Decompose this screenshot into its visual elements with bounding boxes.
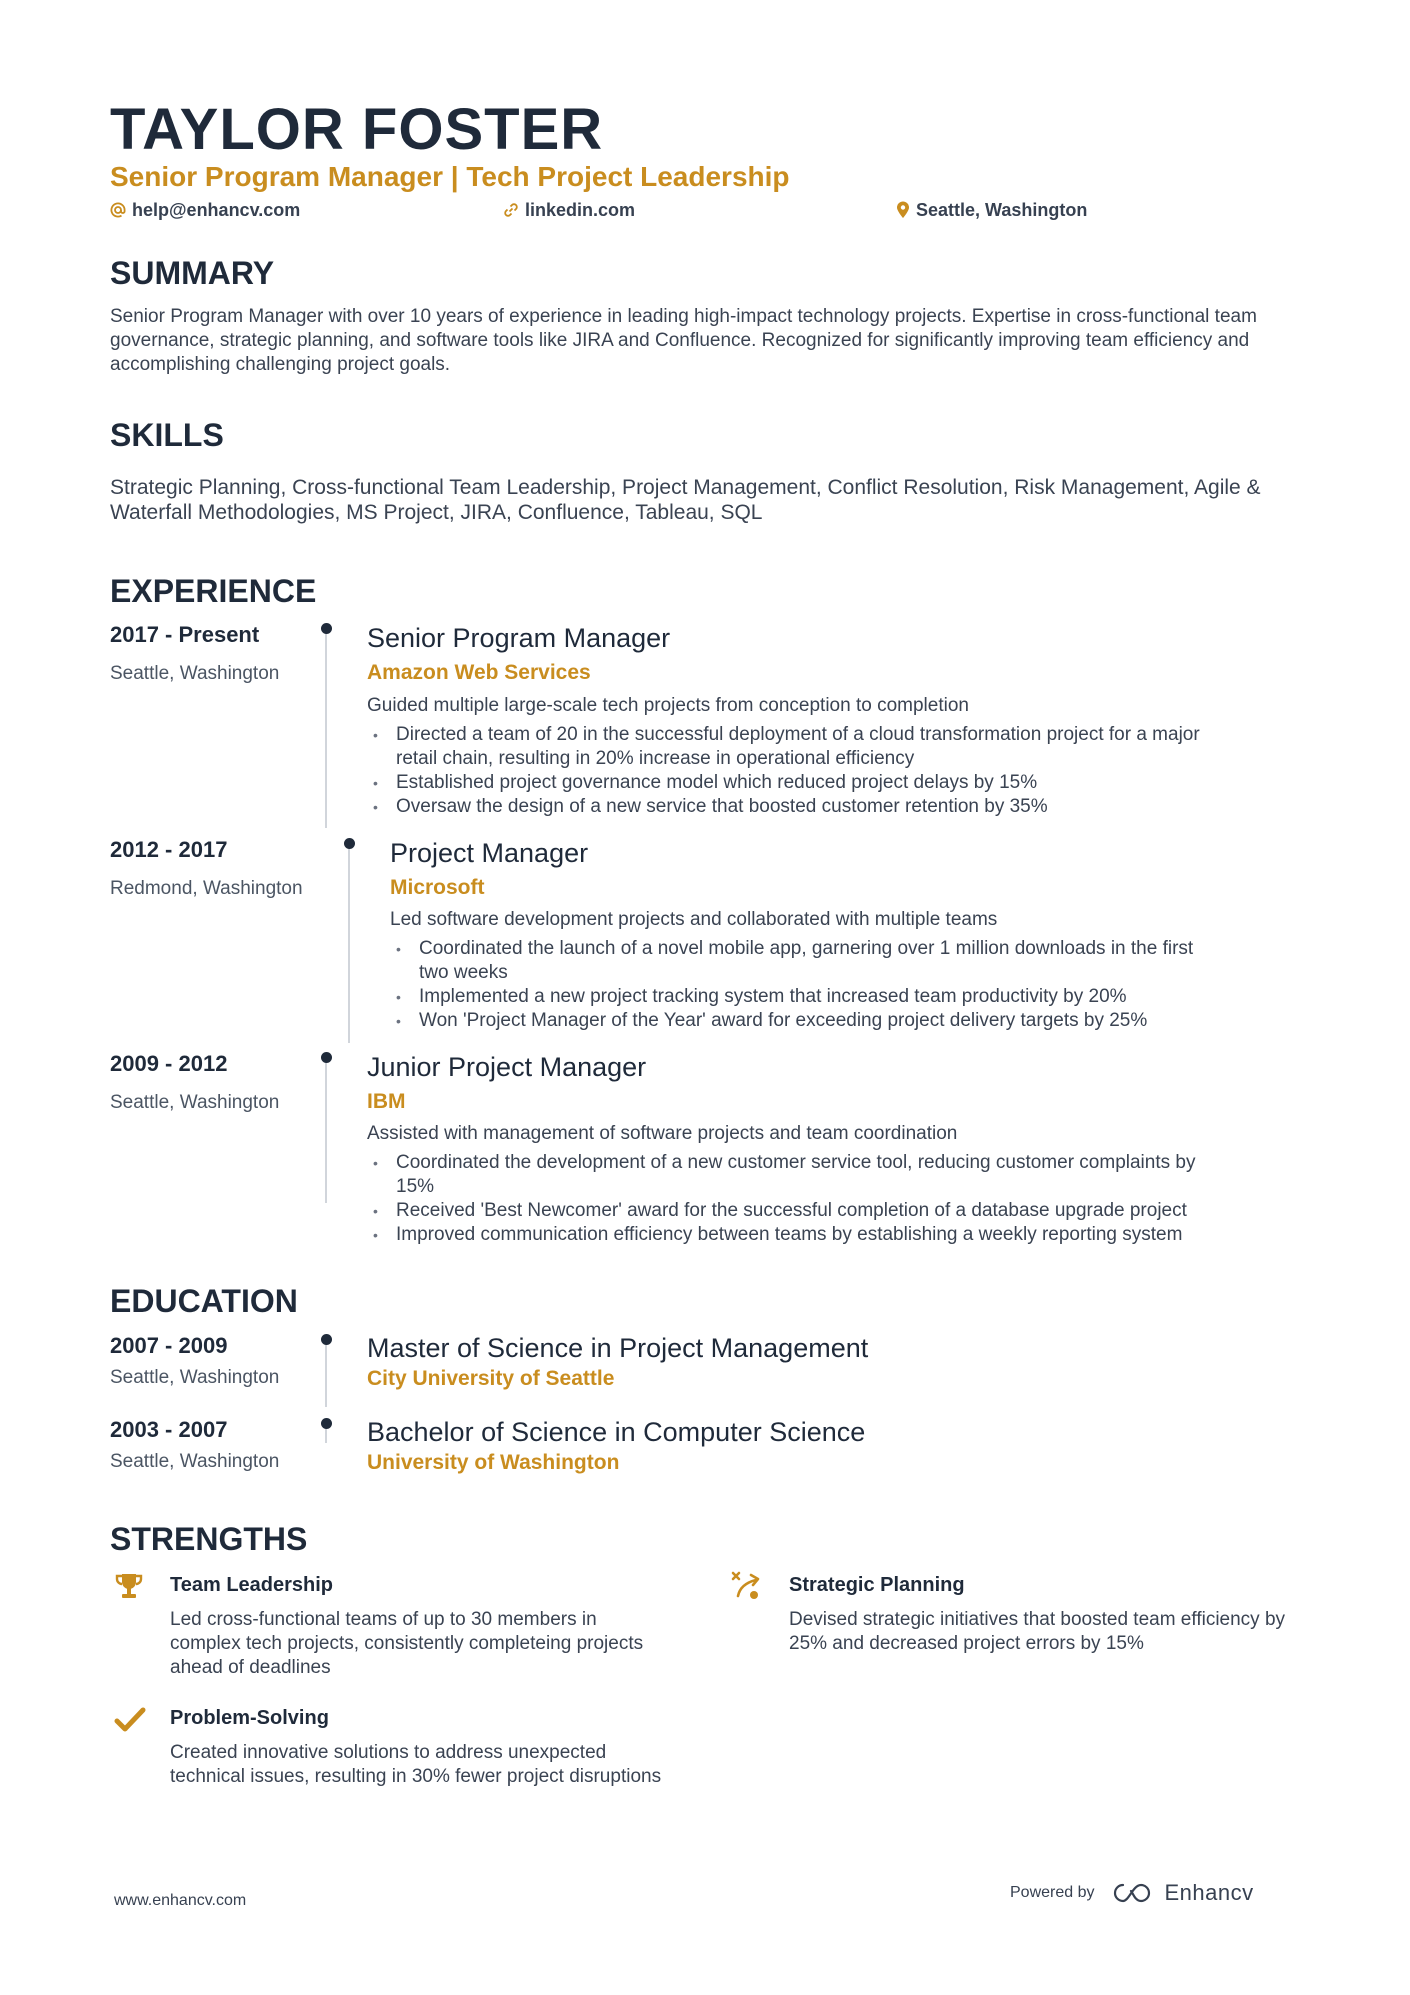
timeline-dot: [321, 1052, 332, 1063]
experience-description: Assisted with management of software projects and team coordination: [367, 1123, 958, 1144]
experience-heading: EXPERIENCE: [110, 573, 317, 609]
education-location: Seattle, Washington: [110, 1367, 280, 1388]
experience-role: Junior Project Manager: [367, 1052, 647, 1082]
experience-description: Led software development projects and collaborated with multiple teams: [390, 909, 998, 930]
candidate-name: TAYLOR FOSTER: [110, 97, 604, 162]
timeline-line: [325, 1057, 327, 1203]
timeline-dot: [344, 838, 355, 849]
at-icon: [110, 202, 126, 218]
location-pin-icon: [896, 201, 910, 219]
email-text: help@enhancv.com: [132, 200, 301, 220]
timeline-dot: [321, 623, 332, 634]
location-text: Seattle, Washington: [916, 200, 1088, 220]
candidate-headline: Senior Program Manager | Tech Project Leadership: [110, 161, 790, 192]
trophy-icon: [113, 1570, 145, 1602]
timeline-dot: [321, 1418, 332, 1429]
bullet-item: • Established project governance model which reduced project delays by 15%: [367, 771, 1207, 795]
bullet-item: • Coordinated the launch of a novel mobile app, garnering over 1 million downloads in the first two weeks: [390, 937, 1210, 985]
summary-heading: SUMMARY: [110, 255, 275, 291]
experience-bullets: [367, 723, 1207, 819]
summary-text: Senior Program Manager with over 10 years of experience in leading high-impact technology projects. Expertise in cross-functional team governance, strategic planning, and software tools like JIRA and Confluence. Recognized for significantly improving team efficiency and accomplishing challenging project goals.: [110, 306, 1257, 375]
strength-title: Problem-Solving: [170, 1707, 329, 1729]
education-degree: Bachelor of Science in Computer Science: [367, 1417, 866, 1447]
education-dates: 2007 - 2009: [110, 1333, 228, 1358]
education-school: University of Washington: [367, 1451, 620, 1474]
education-school: City University of Seattle: [367, 1367, 615, 1390]
experience-description: Guided multiple large-scale tech projects from conception to completion: [367, 695, 969, 716]
linkedin-text: linkedin.com: [525, 200, 636, 220]
skills-heading: SKILLS: [110, 417, 224, 453]
experience-dates: 2009 - 2012: [110, 1051, 228, 1076]
experience-company: IBM: [367, 1090, 406, 1113]
experience-location: Seattle, Washington: [110, 1092, 280, 1113]
bullet-item: • Received 'Best Newcomer' award for the successful completion of a database upgrade project: [367, 1199, 1207, 1223]
timeline-line: [348, 843, 350, 1043]
skills-text: Strategic Planning, Cross-functional Team Leadership, Project Management, Conflict Resolution, Risk Management, Agile & Waterfall Methodologies, MS Project, JIRA, Confluence, Tableau, SQL: [110, 476, 1261, 524]
footer-branding: [1010, 1880, 1254, 1906]
experience-location: Redmond, Washington: [110, 878, 303, 899]
bullet-item: • Implemented a new project tracking system that increased team productivity by 20%: [390, 985, 1210, 1009]
contact-linkedin[interactable]: [503, 198, 635, 222]
enhancv-logo-icon: [1111, 1881, 1157, 1905]
experience-company: Amazon Web Services: [367, 661, 591, 684]
contact-location: [896, 198, 1087, 222]
bullet-item: • Directed a team of 20 in the successful deployment of a cloud transformation project for a major retail chain, resulting in 20% increase in operational efficiency: [367, 723, 1207, 771]
experience-role: Senior Program Manager: [367, 623, 671, 653]
powered-by-label: Powered by: [1010, 1884, 1095, 1901]
link-icon: [503, 202, 519, 218]
education-degree: Master of Science in Project Management: [367, 1333, 869, 1363]
experience-bullets: [390, 937, 1210, 1033]
bullet-item: • Won 'Project Manager of the Year' award for exceeding project delivery targets by 25%: [390, 1009, 1210, 1033]
education-location: Seattle, Washington: [110, 1451, 280, 1472]
strength-text: Led cross-functional teams of up to 30 members in complex tech projects, consistently completeing projects ahead of deadlines: [170, 1609, 644, 1678]
strategy-icon: [730, 1570, 764, 1602]
contact-email[interactable]: [110, 198, 300, 222]
strength-text: Devised strategic initiatives that boosted team efficiency by 25% and decreased project errors by 15%: [789, 1609, 1286, 1654]
education-dates: 2003 - 2007: [110, 1417, 228, 1442]
strength-title: Team Leadership: [170, 1574, 334, 1596]
timeline-dot: [321, 1334, 332, 1345]
experience-bullets: [367, 1151, 1207, 1247]
strength-text: Created innovative solutions to address unexpected technical issues, resulting in 30% fewer project disruptions: [170, 1742, 662, 1787]
brand-logo[interactable]: [1111, 1880, 1254, 1906]
brand-name: Enhancv: [1164, 1880, 1254, 1905]
experience-role: Project Manager: [390, 838, 589, 868]
experience-company: Microsoft: [390, 876, 485, 899]
experience-location: Seattle, Washington: [110, 663, 280, 684]
education-heading: EDUCATION: [110, 1283, 298, 1319]
checkmark-icon: [114, 1706, 146, 1734]
strengths-heading: STRENGTHS: [110, 1521, 308, 1557]
strength-title: Strategic Planning: [789, 1574, 965, 1596]
timeline-line: [325, 628, 327, 828]
footer-website[interactable]: www.enhancv.com: [114, 1892, 247, 1909]
experience-dates: 2017 - Present: [110, 622, 260, 647]
bullet-item: • Oversaw the design of a new service that boosted customer retention by 35%: [367, 795, 1207, 819]
experience-dates: 2012 - 2017: [110, 837, 228, 862]
bullet-item: • Improved communication efficiency between teams by establishing a weekly reporting system: [367, 1223, 1207, 1247]
bullet-item: • Coordinated the development of a new customer service tool, reducing customer complaints by 15%: [367, 1151, 1207, 1199]
timeline-line: [325, 1339, 327, 1407]
